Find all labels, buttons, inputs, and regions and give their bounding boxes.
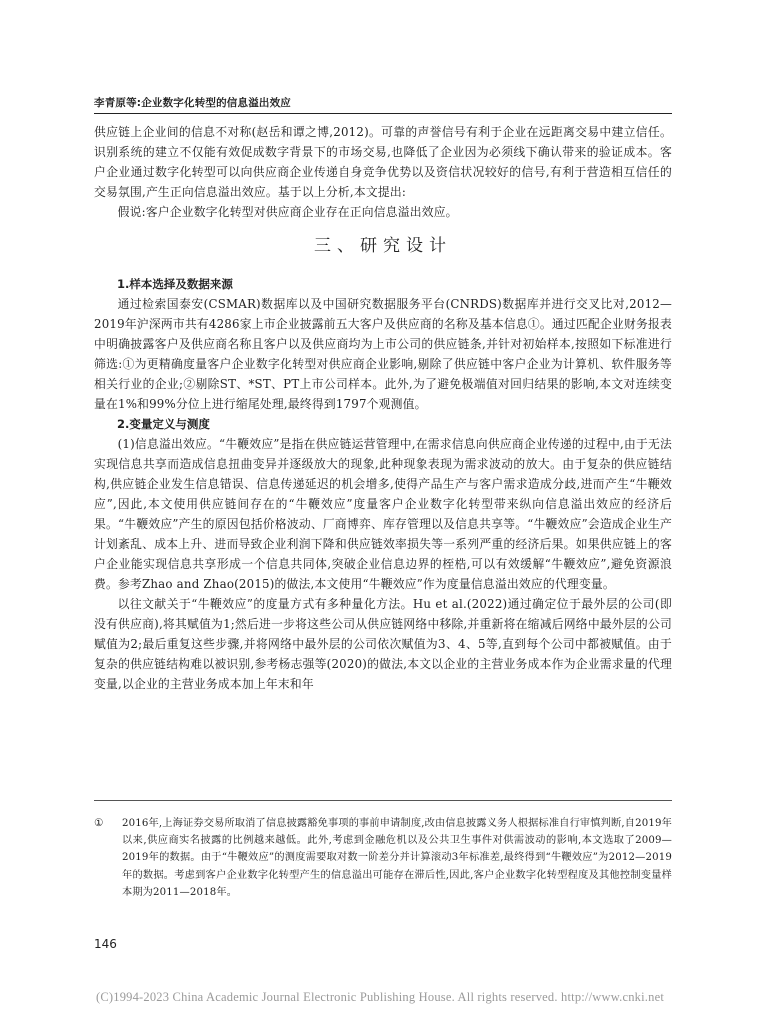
footnote (94, 815, 672, 901)
paragraph-continuation: 供应链上企业间的信息不对称(赵岳和谭之博,2012)。可靠的声誉信号有利于企业在远距离交易中建立信任。识别系统的建立不仅能有效促成数字背景下的市场交易,也降低了企业因为必须线下确认带来的验证成本。客户企业通过数字化转型可以向供应商企业传递自身竞争优势以及资信状况较好的信号,有利于营造相互信任的交易氛围,产生正向信息溢出效应。基于以上分析,本文提出: (94, 125, 672, 199)
header-rule (94, 113, 672, 114)
hypothesis-paragraph: 假说:客户企业数字化转型对供应商企业存在正向信息溢出效应。 (117, 205, 458, 219)
footnote-mark: ① (94, 817, 104, 829)
subsection-2-paragraph-2: 以往文献关于“牛鞭效应”的度量方式有多种量化方法。Hu et al.(2022)通过确定位于最外层的公司(即没有供应商),将其赋值为1;然后进一步将这些公司从供应链网络中移除,并重新将在缩减后网络中最外层的公司赋值为2;最后重复这些步骤,并将网络中最外层的公司依次赋值为3、4、5等,直到每个公司中都被赋值。由于复杂的供应链结构难以被识别,参考杨志强等(2020)的做法,本文以企业的主营业务成本作为企业需求量的代理变量,以企业的主营业务成本加上年末和年 (94, 597, 672, 691)
subsection-title-1: 1.样本选择及数据来源 (117, 277, 233, 291)
subsection-1-paragraph: 通过检索国泰安(CSMAR)数据库以及中国研究数据服务平台(CNRDS)数据库并进行交叉比对,2012—2019年沪深两市共有4286家上市企业披露前五大客户及供应商的名称及基本信息①。通过匹配企业财务报表中明确披露客户及供应商名称且客户以及供应商均为上市公司的供应链条,并针对初始样本,按照如下标准进行筛选:①为更精确度量客户企业数字化转型对供应商企业影响,剔除了供应链中客户企业为计算机、软件服务等相关行业的企业;②剔除ST、*ST、PT上市公司样本。此外,为了避免极端值对回归结果的影响,本文对连续变量在1%和99%分位上进行缩尾处理,最终得到1797个观测值。 (94, 297, 672, 411)
footnote-text: 2016年,上海证券交易所取消了信息披露豁免事项的事前申请制度,改由信息披露义务人根据标准自行审慎判断,自2019年以来,供应商实名披露的比例越来越低。此外,考虑到金融危机以及公共卫生事件对供需波动的影响,本文选取了2009—2019年的数据。由于“牛鞭效应”的测度需要取对数一阶差分并计算滚动3年标准差,最终得到“牛鞭效应”为2012—2019年的数据。考虑到客户企业数字化转型产生的信息溢出可能存在滞后性,因此,客户企业数字化转型程度及其他控制变量样本期为2011—2018年。 (122, 818, 672, 898)
subsection-title-2: 2.变量定义与测度 (117, 417, 210, 431)
page-number: 146 (94, 937, 117, 951)
running-head: 李青原等:企业数字化转型的信息溢出效应 (94, 97, 291, 109)
copyright-notice: (C)1994-2023 China Academic Journal Electronic Publishing House. All rights reserved. http://www.cnki.net (95, 990, 664, 1004)
footnote-rule (94, 800, 672, 801)
article-body (94, 122, 672, 694)
section-title: 三、研究设计 (314, 236, 452, 256)
subsection-2-paragraph-1: (1)信息溢出效应。“牛鞭效应”是指在供应链运营管理中,在需求信息向供应商企业传递的过程中,由于无法实现信息共享而造成信息扭曲变异并逐级放大的现象,此种现象表现为需求波动的放大。由于复杂的供应链结构,供应链企业发生信息错误、信息传递延迟的机会增多,使得产品生产与客户需求造成分歧,进而产生“牛鞭效应”,因此,本文使用供应链间存在的“牛鞭效应”度量客户企业数字化转型带来纵向信息溢出效应的经济后果。“牛鞭效应”产生的原因包括价格波动、厂商博弈、库存管理以及信息共享等。“牛鞭效应”会造成企业生产计划紊乱、成本上升、进而导致企业利润下降和供应链效率损失等一系列严重的经济后果。如果供应链上的客户企业能实现信息共享形成一个信息共同体,突破企业信息边界的桎梏,可以有效缓解“牛鞭效应”,避免资源浪费。参考Zhao and Zhao(2015)的做法,本文使用“牛鞭效应”作为度量信息溢出效应的代理变量。 (94, 437, 672, 591)
